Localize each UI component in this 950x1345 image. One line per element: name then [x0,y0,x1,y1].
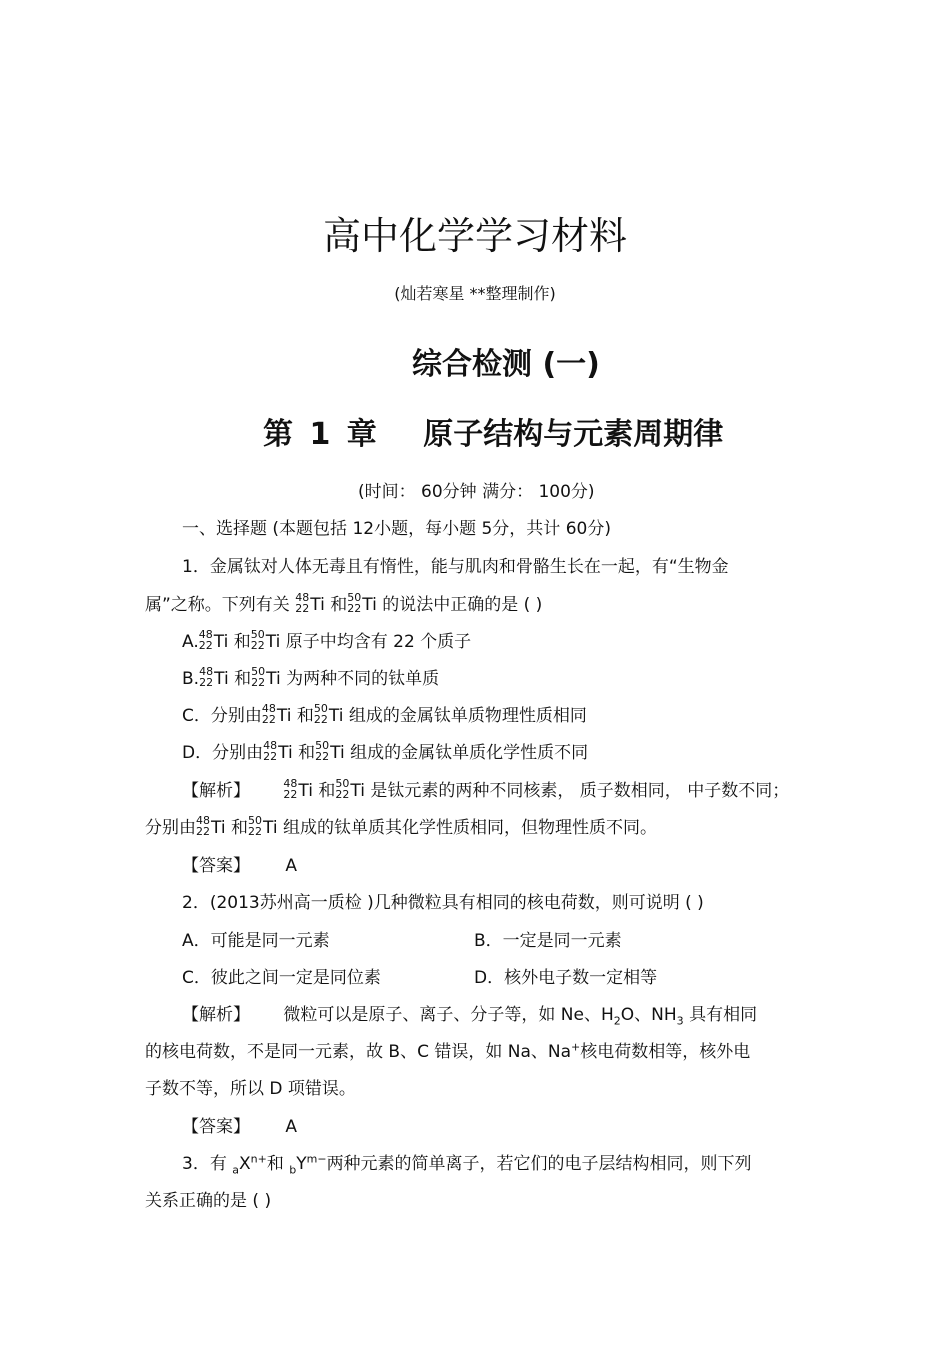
q2-stem: 2．(2013苏州高一质检 )几种微粒具有相同的核电荷数，则可说明 ( ) [182,893,704,913]
chapter-number: 1 [309,417,331,452]
q1-option-d: D．分别由 48 22 Ti 和 50 22 Ti 组成的金属钛单质化学性质不同 [182,739,589,763]
isotope-ti48: 48 22 [263,739,278,763]
q3-stem-line1: 3．有 $_aX^{n+}$和 $_bY^{m-}$两种元素的简单离子，若它们的电子层结构相同，则下列 [182,1152,752,1177]
answer-value: A [285,1117,298,1137]
q1-analysis-line2: 分别由 48 22 Ti 和 50 22 Ti 组成的钛单质其化学性质相同，但物理性质不同。 [145,814,657,838]
isotope-ti50: 50 22 [335,777,350,801]
isotope-ti48: 48 22 [295,591,310,615]
isotope-ti50: 50 22 [313,702,328,726]
isotope-ti48: 48 22 [283,777,298,801]
isotope-ti50: 50 22 [347,591,362,615]
document-title: 高中化学学习材料 [322,214,627,258]
q1-answer [182,855,297,877]
isotope-ti48: 48 22 [196,814,210,838]
section-heading: 一、选择题 (本题包括 12小题，每小题 5分，共计 60分) [182,519,611,539]
chapter-name: 原子结构与元素周期律 [423,417,724,452]
q2-answer [182,1116,297,1138]
q1-option-c: C．分别由 48 22 Ti 和 50 22 Ti 组成的金属钛单质物理性质相同 [182,702,587,726]
isotope-ti48: 48 22 [261,702,276,726]
q1-stem-line2: 属”之称。下列有关 48 22 Ti 和 50 22 Ti 的说法中正确的是 ( ) [145,591,543,615]
document-subtitle: (灿若寒星 **整理制作) [394,284,556,303]
time-info: (时间： 60分钟 满分： 100分) [358,482,595,502]
q2-analysis-line1: 【解析】 微粒可以是原子、离子、分子等，如 Ne、$H_2O$、$NH_3$ 具有相同 [182,1005,758,1028]
test-title: 综合检测 (一) [412,347,600,382]
q1-analysis-line1: 【解析】 48 22 Ti 和 50 22 Ti 是钛元素的两种不同核素， 质子数相同， 中子数不同； [182,777,790,801]
answer-label: 【答案】 [182,1117,250,1137]
q2-analysis-line3: 子数不等，所以 D 项错误。 [145,1079,356,1099]
chapter-heading [263,415,723,455]
q1-option-b: B. 48 22 Ti 和 50 22 Ti 为两种不同的钛单质 [182,665,440,689]
chapter-suffix: 章 [346,417,377,452]
answer-label: 【答案】 [182,856,250,876]
analysis-label: 【解析】 [182,781,250,801]
q2-option-c: C．彼此之间一定是同位素 [182,968,381,988]
q2-option-d: D．核外电子数一定相等 [474,968,658,988]
q1-option-a: A. 48 22 Ti 和 50 22 Ti 原子中均含有 22 个质子 [182,628,472,652]
q2-analysis-line2: 的核电荷数，不是同一元素，故 B、C 错误，如 Na、Na+核电荷数相等，核外电 [145,1040,751,1062]
analysis-label: 【解析】 [182,1005,250,1025]
answer-value: A [285,856,298,876]
isotope-ti50: 50 22 [251,665,266,689]
isotope-ti50: 50 22 [248,814,262,838]
q2-option-b: B．一定是同一元素 [474,931,622,951]
isotope-ti48: 48 22 [198,628,213,652]
q2-option-a: A．可能是同一元素 [182,931,330,951]
isotope-ti50: 50 22 [315,739,330,763]
q1-stem-line1: 1．金属钛对人体无毒且有惰性，能与肌肉和骨骼生长在一起，有“生物金 [182,557,729,577]
chapter-prefix: 第 [263,417,293,452]
isotope-ti48: 48 22 [199,665,214,689]
isotope-ti50: 50 22 [250,628,265,652]
q3-stem-line2: 关系正确的是 ( ) [145,1191,272,1211]
